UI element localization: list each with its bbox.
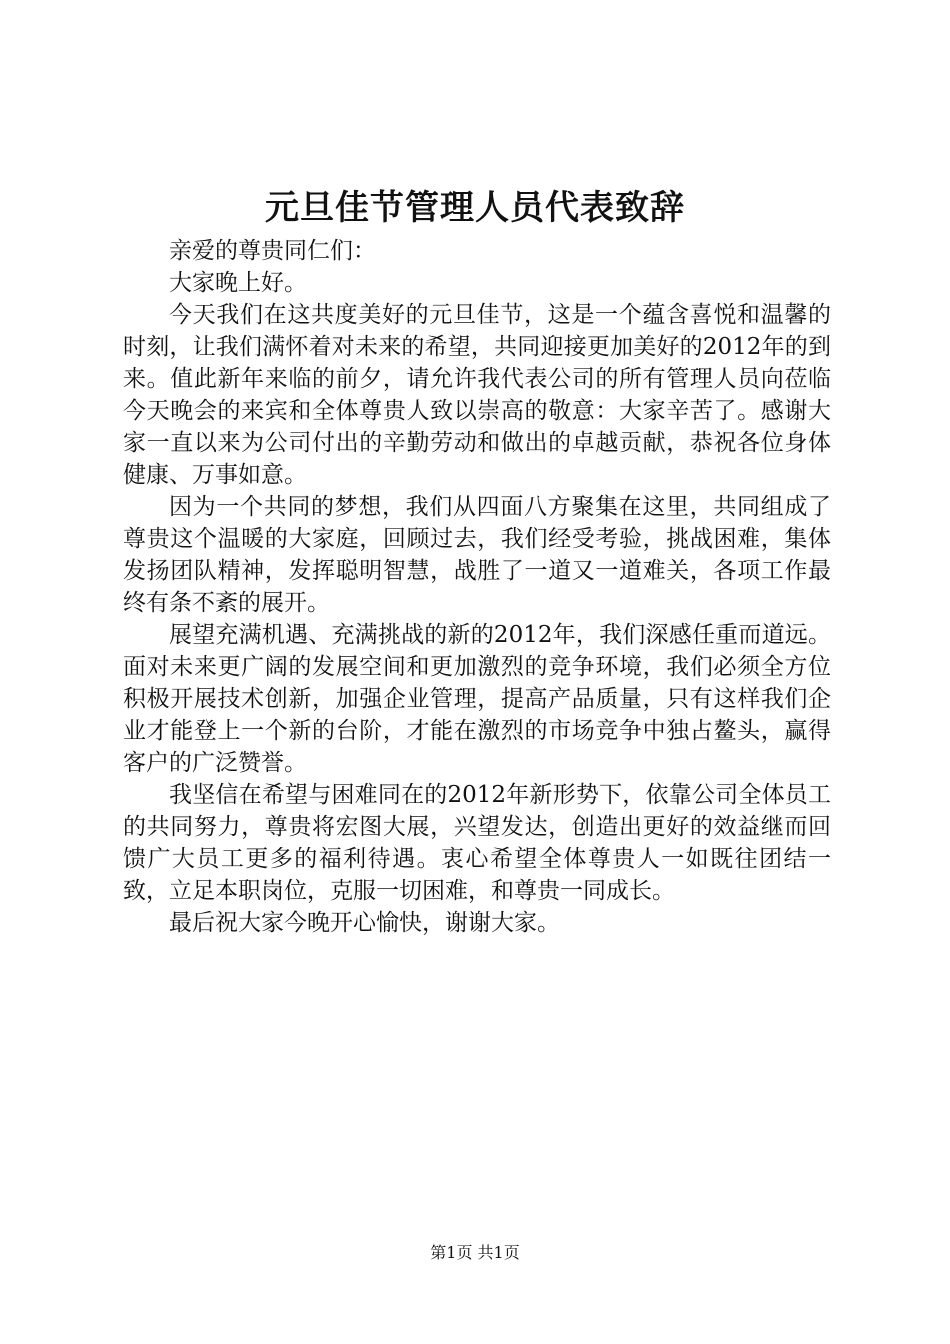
page-number-footer: 第1页 共1页 xyxy=(430,1243,520,1262)
document-body xyxy=(123,235,831,939)
document-title: 元旦佳节管理人员代表致辞 xyxy=(265,188,685,228)
body-paragraph: 展望充满机遇、充满挑战的新的2012年，我们深感任重而道远。面对未来更广阔的发展空间和更加激烈的竞争环境，我们必须全方位积极开展技术创新，加强企业管理，提高产品质量，只有这样我们企业才能登上一个新的台阶，才能在激烈的市场竞争中独占鳌头，赢得客户的广泛赞誉。 xyxy=(123,622,831,776)
closing-paragraph: 最后祝大家今晚开心愉快，谢谢大家。 xyxy=(169,910,560,936)
body-paragraph: 因为一个共同的梦想，我们从四面八方聚集在这里，共同组成了尊贵这个温暖的大家庭，回顾过去，我们经受考验，挑战困难，集体发扬团队精神，发挥聪明智慧，战胜了一道又一道难关，各项工作最终有条不紊的展开。 xyxy=(123,494,831,616)
greeting: 大家晚上好。 xyxy=(169,270,307,296)
body-paragraph: 今天我们在这共度美好的元旦佳节，这是一个蕴含喜悦和温馨的时刻，让我们满怀着对未来的希望，共同迎接更加美好的2012年的到来。值此新年来临的前夕，请允许我代表公司的所有管理人员向莅临今天晚会的来宾和全体尊贵人致以崇高的敬意：大家辛苦了。感谢大家一直以来为公司付出的辛勤劳动和做出的卓越贡献，恭祝各位身体健康、万事如意。 xyxy=(123,302,831,488)
body-paragraph: 我坚信在希望与困难同在的2012年新形势下，依靠公司全体员工的共同努力，尊贵将宏图大展，兴望发达，创造出更好的效益继而回馈广大员工更多的福利待遇。衷心希望全体尊贵人一如既往团结一致，立足本职岗位，克服一切困难，和尊贵一同成长。 xyxy=(123,782,831,904)
salutation: 亲爱的尊贵同仁们： xyxy=(169,238,376,264)
